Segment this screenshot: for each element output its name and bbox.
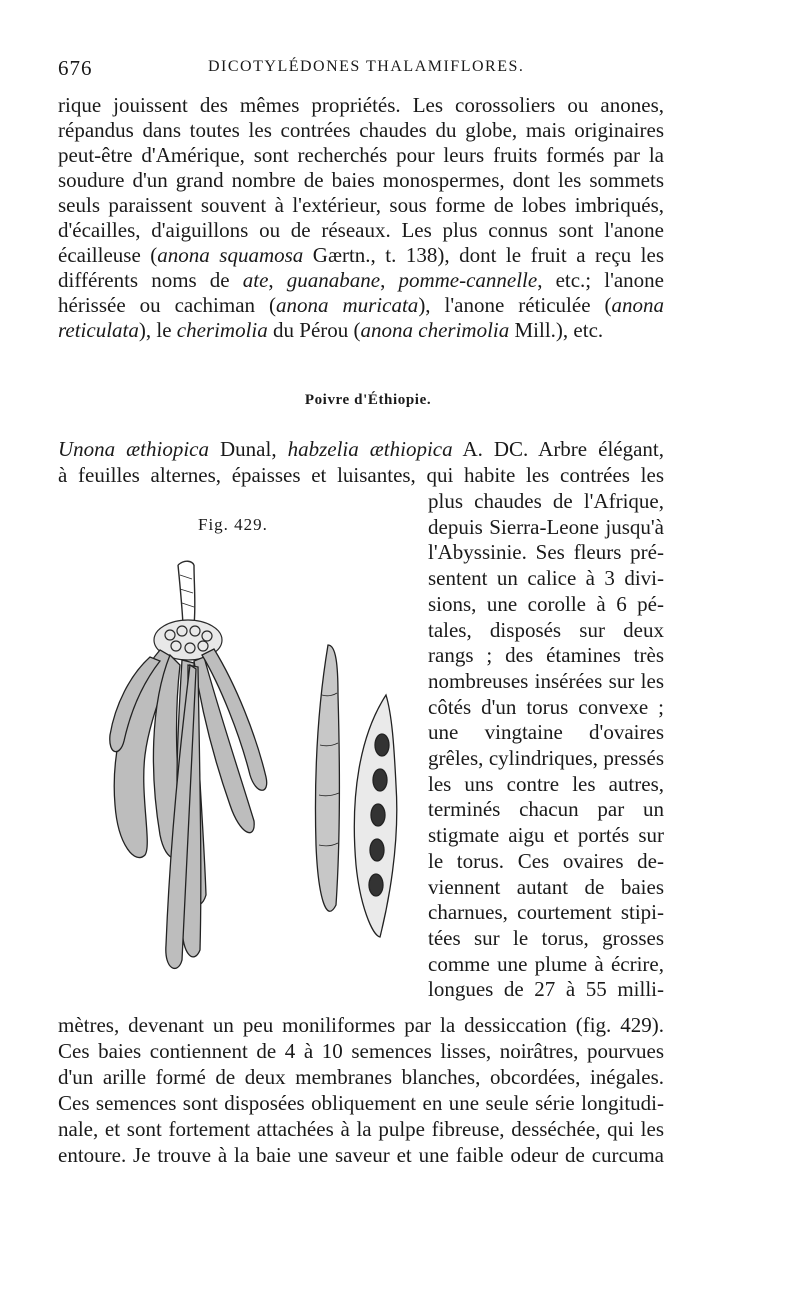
text-line: mètres, devenant un peu moniliformes par la dessiccation (fig. 429). xyxy=(58,1013,664,1037)
illustration-stalk xyxy=(178,561,195,625)
text-line: le torus. Ces ovaires de- xyxy=(428,848,664,873)
text-line: seuls paraissent souvent à l'extérieur, sous forme de lobes imbriqués, xyxy=(58,193,664,217)
text-line: l'Abyssinie. Ses fleurs pré- xyxy=(428,540,664,565)
running-head: DICOTYLÉDONES THALAMIFLORES. xyxy=(208,58,525,75)
text-line: plus chaudes de l'Afrique, xyxy=(428,489,664,513)
text-line: depuis Sierra-Leone jusqu'à xyxy=(428,514,664,539)
text-line: écailleuse (anona squamosa Gærtn., t. 138), dont le fruit a reçu les xyxy=(58,243,665,267)
text-line: Ces semences sont disposées obliquement en une seule série longitudi- xyxy=(58,1091,664,1115)
figure-caption: Fig. 429. xyxy=(198,515,268,534)
text-line: une vingtaine d'ovaires xyxy=(428,720,664,745)
text-line: nombreuses insérées sur les xyxy=(428,668,664,693)
fruit-cluster-illustration xyxy=(90,545,420,995)
text-line: tales, disposés sur deux xyxy=(428,617,664,642)
text-line: grêles, cylindriques, pressés xyxy=(428,746,664,770)
text-line: peut-être d'Amérique, sont recherchés pour leurs fruits formés par la xyxy=(58,143,664,167)
text-line: soudure d'un grand nombre de baies monospermes, dont les sommets xyxy=(58,168,664,192)
illustration-single-berry xyxy=(316,645,340,911)
text-line: hérissée ou cachiman (anona muricata), l'anone réticulée (anona xyxy=(58,293,665,317)
text-line: d'écailles, d'aiguillons ou de réseaux. Les plus connus sont l'anone xyxy=(58,218,664,242)
text-line: comme une plume à écrire, xyxy=(428,951,664,976)
text-line: stigmate aigu et portés sur xyxy=(428,823,664,848)
text-line: entoure. Je trouve à la baie une saveur et une faible odeur de curcuma xyxy=(58,1143,664,1167)
text-line: nale, et sont fortement attachées à la pulpe fibreuse, desséchée, qui les xyxy=(58,1117,664,1141)
text-line: à feuilles alternes, épaisses et luisantes, qui habite les contrées les xyxy=(58,463,664,487)
text-line: reticulata), le cherimolia du Pérou (anona cherimolia Mill.), etc. xyxy=(58,318,604,342)
text-line: Unona æthiopica Dunal, habzelia æthiopica A. DC. Arbre élégant, xyxy=(58,437,665,461)
text-line: les uns contre les autres, xyxy=(428,771,664,796)
text-line: Ces baies contiennent de 4 à 10 semences lisses, noirâtres, pourvues xyxy=(58,1039,664,1063)
text-line: répandus dans toutes les contrées chaudes du globe, mais originaires xyxy=(58,118,664,142)
text-line: viennent autant de baies xyxy=(428,874,664,899)
text-line: différents noms de ate, guanabane, pomme-cannelle, etc.; l'anone xyxy=(58,268,664,292)
text-line: terminés chacun par un xyxy=(428,797,664,822)
text-line: sentent un calice à 3 divi- xyxy=(428,566,664,591)
text-line: tées sur le torus, grosses xyxy=(428,925,664,950)
text-line: rique jouissent des mêmes propriétés. Les corossoliers ou anones, xyxy=(58,93,664,117)
text-line: longues de 27 à 55 milli- xyxy=(428,977,664,1002)
text-line: d'un arille formé de deux membranes blanches, obcordées, inégales. xyxy=(58,1065,664,1089)
illustration-cut-berry xyxy=(354,695,396,937)
text-line: charnues, courtement stipi- xyxy=(428,900,664,925)
page-number: 676 xyxy=(58,56,93,80)
text-line: sions, une corolle à 6 pé- xyxy=(428,591,664,616)
section-title: Poivre d'Éthiopie. xyxy=(304,392,432,408)
text-line: côtés d'un torus convexe ; xyxy=(428,694,664,719)
text-line: rangs ; des étamines très xyxy=(428,643,664,668)
illustration-berries xyxy=(110,649,267,968)
page-header xyxy=(58,56,678,86)
